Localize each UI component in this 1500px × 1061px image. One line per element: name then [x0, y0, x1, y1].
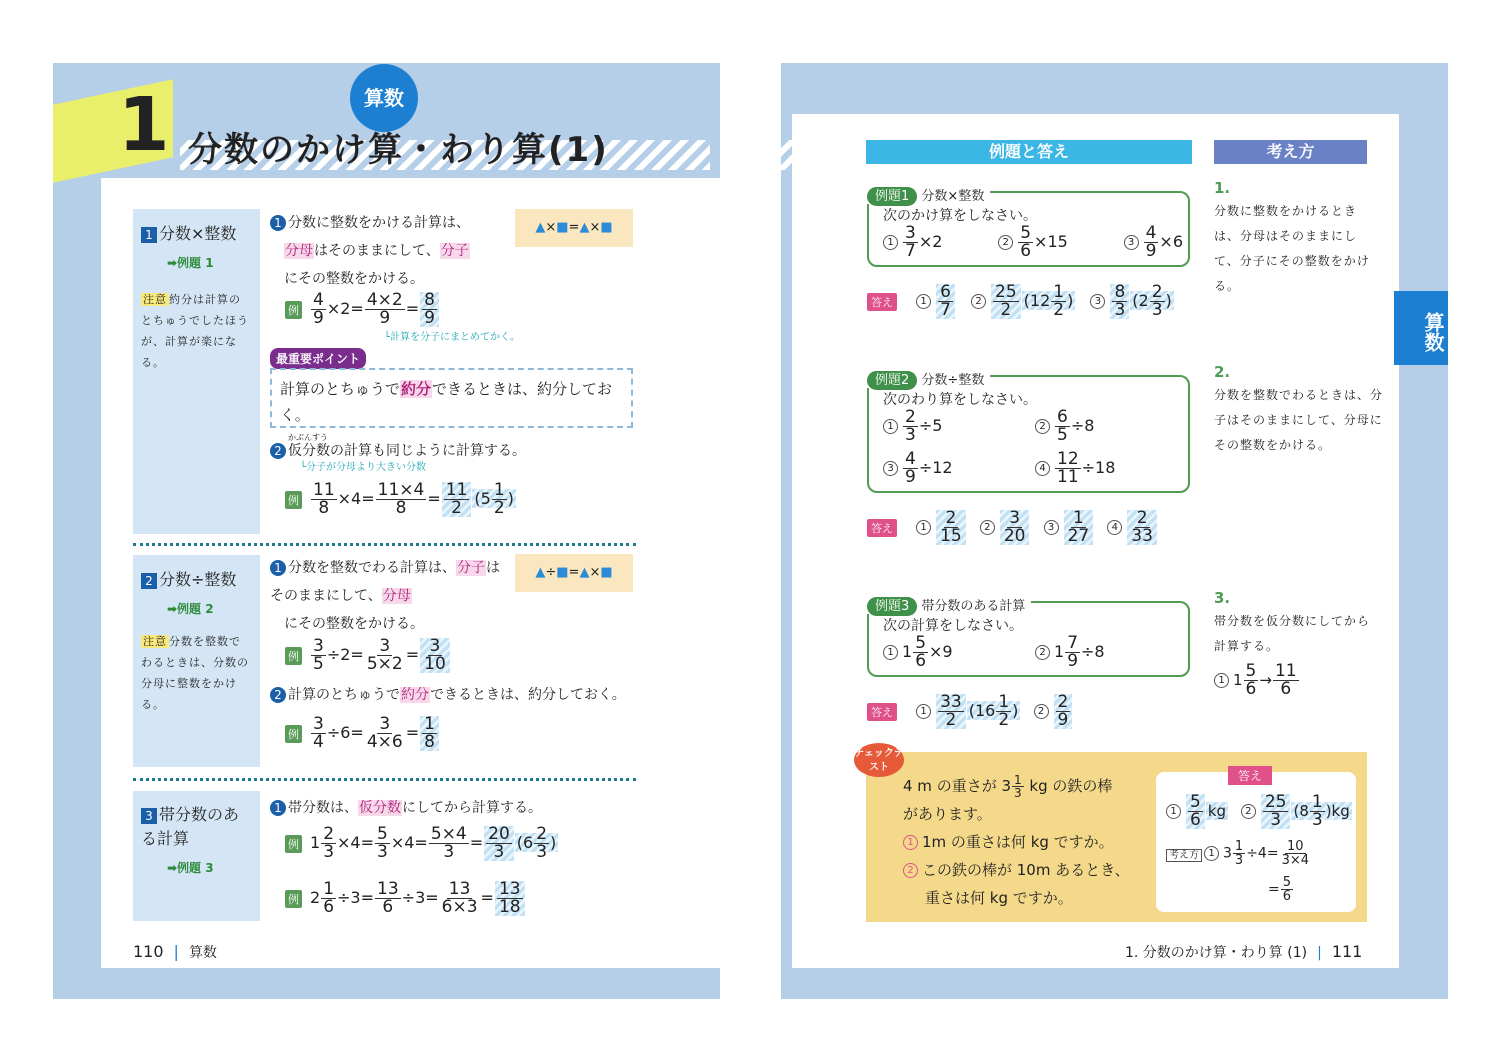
note-tag: 注意: [143, 293, 167, 306]
s2-p2a: 計算のとちゅうで: [288, 687, 400, 703]
section1-sidebar: [133, 209, 260, 534]
check-q-b: kg の鉄の棒: [1024, 777, 1113, 795]
think2: [1214, 363, 1384, 458]
answer-tag: 答え: [867, 519, 897, 537]
example1-instr: 次のかけ算をしなさい。: [883, 208, 1037, 224]
think3-formula: 1 1 $\frac{5}{6}$ → $\frac{11}{6}$: [1214, 663, 1374, 698]
s3-para1: [270, 797, 542, 817]
examples-header-text: 例題と答え: [988, 142, 1069, 161]
think2-head: 2.: [1214, 363, 1231, 381]
s2-para1: [270, 554, 505, 638]
example2-p2: 2 $\frac{6}{5}$ ÷8: [1035, 409, 1094, 444]
s2-p1d: 分母: [382, 588, 411, 604]
thinking-header: [1214, 140, 1367, 164]
s2-p1e: にその整数をかける。: [284, 616, 424, 632]
bullet-2-icon: 2: [270, 443, 286, 459]
s2-para2: [270, 684, 626, 704]
s2-p1c: はそのままにして、: [270, 560, 500, 604]
example3-box: [867, 601, 1190, 677]
ex-tag: 例: [285, 491, 302, 509]
check-answers: 1 $\frac{5}{6}$ kg 2 $\frac{25}{3}$ (8 $\frac{1}{3}$ )kg: [1166, 794, 1352, 829]
section2-sidebar: [133, 555, 260, 767]
page-title: 分数のかけ算・わり算(1): [188, 130, 609, 170]
check-badge: [854, 743, 904, 777]
side-tab: [1394, 291, 1448, 365]
check-q-c: があります。: [903, 805, 992, 823]
example3-instr: 次の計算をしなさい。: [883, 618, 1023, 634]
think1-head: 1.: [1214, 179, 1231, 197]
think1-text: 分数に整数をかけるときは、分母はそのままにして、分子にその整数をかける。: [1214, 204, 1370, 293]
s1-example2: 例 $\frac{11}{8}$ ×4= $\frac{11\times 4}{8}$ = $\frac{11}{2}$ (5 $\frac{1}{2}$ ): [285, 482, 516, 517]
bullet-1-icon: 1: [270, 560, 286, 576]
section1-link[interactable]: ➡例題 1: [167, 256, 214, 270]
ex-tag: 例: [285, 890, 302, 908]
think1: [1214, 179, 1374, 299]
ex-tag: 例: [285, 835, 302, 853]
s1-p1a: 分数に整数をかける計算は、: [288, 215, 470, 231]
bullet-1-icon: 1: [270, 215, 286, 231]
section1-note: 約分は計算のとちゅうでしたほうが、計算が楽になる。: [141, 293, 249, 369]
side-tab-text: 算数: [1421, 311, 1445, 352]
example1-tag: 例題1: [867, 187, 917, 206]
check-question: 4 m の重さが 3 $\frac{1}{3}$ kg の鉄の棒 があります。 1 1m の重さは何 kg ですか。 2 この鉄の棒が 10m あるとき、 重さは何 kg ですか。: [903, 773, 1130, 907]
point-a: 計算のとちゅうで: [280, 380, 401, 398]
bullet-1-icon: 1: [270, 800, 286, 816]
think3-text: 帯分数を仮分数にしてから計算する。: [1214, 614, 1371, 653]
example2-box: [867, 375, 1190, 493]
s1-p2-ruby: かぶんすう: [288, 433, 328, 442]
bullet-2-icon: 2: [270, 687, 286, 703]
point-b: 約分: [401, 380, 432, 398]
s2-example1: 例 $\frac{3}{5}$ ÷2= $\frac{3}{5\times 2}$ = $\frac{3}{10}$: [285, 638, 451, 673]
ex-tag: 例: [285, 647, 302, 665]
s3-p1c: にしてから計算する。: [402, 800, 542, 816]
check-answer-head: [1228, 766, 1272, 785]
right-page-number: 111: [1331, 942, 1363, 961]
check-q2a: この鉄の棒が 10m あるとき、: [922, 861, 1130, 879]
check-think-tag: 考え方: [1166, 849, 1202, 862]
s2-p1b: 分子: [457, 560, 485, 576]
example2-title: 分数÷整数: [921, 373, 985, 388]
s1-ex1-note: └計算を分子にまとめてかく。: [384, 332, 520, 343]
section3-link[interactable]: ➡例題 3: [167, 861, 214, 875]
s2-p2c: できるときは、約分しておく。: [430, 687, 626, 703]
left-page-number: 110: [133, 942, 164, 961]
section3-sidebar: [133, 791, 260, 921]
divider-1: [133, 543, 636, 546]
example1-title: 分数×整数: [921, 189, 985, 204]
s2-example2: 例 $\frac{3}{4}$ ÷6= $\frac{3}{4\times 6}$ = $\frac{1}{8}$: [285, 716, 440, 751]
thinking-header-text: 考え方: [1266, 142, 1315, 161]
check-q-a: 4 m の重さが 3: [903, 777, 1012, 795]
answer-tag: 答え: [867, 293, 897, 311]
ex-tag: 例: [285, 725, 302, 743]
example2-tag: 例題2: [867, 371, 917, 390]
example3-title: 帯分数のある計算: [921, 599, 1026, 614]
s1-p1d: 分子: [440, 243, 469, 259]
s1-p2-note: └分子が分母より大きい分数: [300, 462, 427, 473]
check-think: 考え方 1 3 $\frac{1}{3}$ ÷4= $\frac{10}{3\times 4}$: [1166, 840, 1312, 867]
subject-badge-text: 算数: [364, 86, 404, 110]
example2-p1: 1 $\frac{2}{3}$ ÷5: [883, 409, 942, 444]
section1-num: 1: [141, 227, 157, 243]
left-footer-subject: 算数: [188, 945, 217, 961]
left-footer: 110 | 算数: [133, 942, 217, 961]
formula-box-2: ▲÷■=▲×■: [515, 554, 633, 592]
example3-p2: 2 1 $\frac{7}{9}$ ÷8: [1035, 635, 1105, 670]
ex-tag: 例: [285, 301, 302, 319]
s1-para1: [270, 209, 505, 293]
think2-text: 分数を整数でわるときは、分子はそのままにして、分母にその整数をかける。: [1214, 388, 1384, 452]
s3-p1a: 帯分数は、: [288, 800, 358, 816]
formula-box-1: ▲×■=▲×■: [515, 209, 633, 247]
point-c: できるときは、約分しておく。: [280, 380, 613, 424]
section2-num: 2: [141, 573, 157, 589]
check-q1: 1m の重さは何 kg ですか。: [922, 833, 1114, 851]
check-think-result: = $\frac{5}{6}$: [1268, 875, 1292, 904]
s1-p2: 仮分数の計算も同じように計算する。: [288, 443, 526, 459]
s2-p2b: 約分: [401, 687, 429, 703]
example2-answers: 答え 1 $\frac{2}{15}$ 2 $\frac{3}{20}$ 3 $\frac{1}{27}$ 4 $\frac{2}{33}$: [867, 510, 1158, 545]
s1-p1b: 分母: [285, 243, 313, 259]
s1-example1: 例 $\frac{4}{9}$ ×2= $\frac{4\times 2}{9}$ = $\frac{8}{9}$: [285, 292, 440, 327]
example2-instr: 次のわり算をしなさい。: [883, 392, 1037, 408]
example3-answers: 答え 1 $\frac{33}{2}$ (16 $\frac{1}{2}$ ) 2 $\frac{2}{9}$: [867, 694, 1073, 729]
check-badge-text: チェックテスト: [854, 748, 904, 773]
example2-p3: 3 $\frac{4}{9}$ ÷12: [883, 451, 953, 486]
check-answer-head-text: 答え: [1238, 769, 1263, 783]
divider-2: [133, 778, 636, 781]
answer-tag: 答え: [867, 703, 897, 721]
section1-heading: 分数×整数: [159, 224, 237, 243]
right-footer-title: 1. 分数のかけ算・わり算 (1): [1125, 945, 1308, 961]
section3-num: 3: [141, 808, 157, 824]
think3: [1214, 589, 1374, 698]
right-footer: 1. 分数のかけ算・わり算 (1) | 111: [1125, 942, 1363, 961]
s3-example1: 例 1 $\frac{2}{3}$ ×4= $\frac{5}{3}$ ×4= $\frac{5\times 4}{3}$ = $\frac{20}{3}$ (6 $\frac{2}{3}$ ): [285, 826, 558, 861]
s1-para2: [270, 440, 526, 460]
s3-p1b: 仮分数: [359, 800, 401, 816]
section3-heading: 帯分数のある計算: [141, 805, 240, 848]
point-box: [270, 368, 633, 428]
example3-p1: 1 1 $\frac{5}{6}$ ×9: [883, 635, 953, 670]
example1-answers: 答え 1 $\frac{6}{7}$ 2 $\frac{25}{2}$ (12 $\frac{1}{2}$ ) 3 $\frac{8}{3}$ (2 $\frac{2}{3}$ ): [867, 284, 1174, 319]
section2-link[interactable]: ➡例題 2: [167, 602, 214, 616]
note-tag: 注意: [143, 635, 167, 648]
s3-example2: 例 2 $\frac{1}{6}$ ÷3= $\frac{13}{6}$ ÷3= $\frac{13}{6\times 3}$ = $\frac{13}{18}$: [285, 881, 526, 916]
section2-heading: 分数÷整数: [159, 570, 237, 589]
example1-box: [867, 191, 1190, 267]
example1-problems: 1 $\frac{3}{7}$ ×2 2 $\frac{5}{6}$ ×15 3 $\frac{4}{9}$ ×6: [883, 225, 1183, 260]
example3-tag: 例題3: [867, 597, 917, 616]
s1-p1e: にその整数をかける。: [284, 271, 424, 287]
examples-header: [866, 140, 1192, 164]
point-label: 最重要ポイント: [270, 348, 366, 369]
example2-p4: 4 $\frac{12}{11}$ ÷18: [1035, 451, 1115, 486]
chapter-number: 1: [118, 82, 170, 168]
s2-p1a: 分数を整数でわる計算は、: [288, 560, 456, 576]
think3-head: 3.: [1214, 589, 1231, 607]
check-q2b: 重さは何 kg ですか。: [925, 889, 1073, 907]
s1-p1c: はそのままにして、: [314, 243, 440, 259]
section2-note: 分数を整数でわるときは、分数の分母に整数をかける。: [141, 635, 249, 711]
right-left-stripe: [781, 140, 792, 170]
